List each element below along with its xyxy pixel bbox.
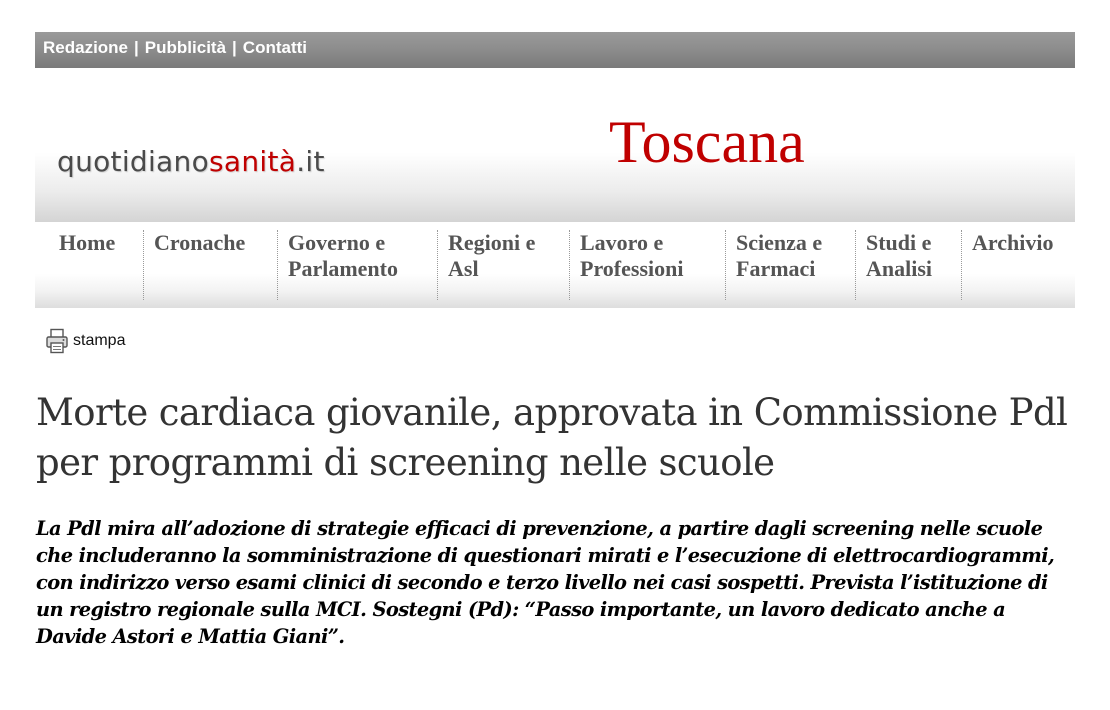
nav-item-archivio[interactable] [961, 230, 1075, 300]
nav-item-label: Analisi [866, 256, 933, 281]
logo-text-quotidiano: quotidiano [57, 145, 209, 178]
nav-item-cronache[interactable] [143, 230, 277, 300]
nav-item-label: Asl [448, 256, 479, 281]
printer-icon [45, 328, 69, 354]
nav-item-label: Scienza e [736, 230, 823, 255]
separator: | [134, 38, 139, 57]
nav-item-regioni-asl[interactable] [437, 230, 569, 300]
link-contatti[interactable]: Contatti [242, 38, 308, 57]
nav-item-label: Farmaci [736, 256, 816, 281]
nav-item-label: Regioni e [448, 230, 536, 255]
nav-item-label: Studi e [866, 230, 932, 255]
print-label: stampa [73, 332, 126, 349]
nav-item-label: Home [59, 230, 116, 255]
nav-item-label: Governo e [288, 230, 386, 255]
site-logo[interactable] [57, 145, 325, 178]
article-summary: La Pdl mira all’adozione di strategie efficaci di prevenzione, a partire dagli screening nelle scuole che includeranno la somministrazione di questionari mirati e l’esecuzione di elettrocardiogrammi, con indirizzo verso esami clinici di secondo e terzo livello nei casi sospetti. Prevista l’istituzione di un registro regionale sulla MCI. Sostegni (Pd): “Passo importante, un lavoro dedicato anche a Davide Astori e Mattia Giani”. [36, 517, 1055, 648]
logo-text-it: .it [296, 145, 325, 178]
nav-item-label: Parlamento [288, 256, 398, 281]
article-title: Morte cardiaca giovanile, approvata in Commissione Pdl per programmi di screening nelle scuole [36, 391, 1068, 484]
print-button[interactable] [45, 327, 125, 355]
separator: | [232, 38, 237, 57]
top-bar [35, 32, 1075, 68]
nav-item-label: Cronache [154, 230, 246, 255]
nav-item-lavoro-professioni[interactable] [569, 230, 725, 300]
nav-item-studi-analisi[interactable] [855, 230, 961, 300]
nav-item-scienza-farmaci[interactable] [725, 230, 855, 300]
link-pubblicita[interactable]: Pubblicità [144, 38, 227, 57]
nav-item-label: Professioni [580, 256, 684, 281]
site-header [35, 68, 1075, 222]
main-nav [35, 222, 1075, 308]
nav-item-home[interactable] [49, 230, 145, 300]
region-title: Toscana [609, 109, 805, 175]
nav-item-label: Lavoro e [580, 230, 664, 255]
logo-text-sanita: sanità [209, 145, 297, 178]
nav-item-governo-parlamento[interactable] [277, 230, 437, 300]
top-links [43, 38, 307, 58]
nav-item-label: Archivio [972, 230, 1054, 255]
link-redazione[interactable]: Redazione [43, 38, 129, 57]
